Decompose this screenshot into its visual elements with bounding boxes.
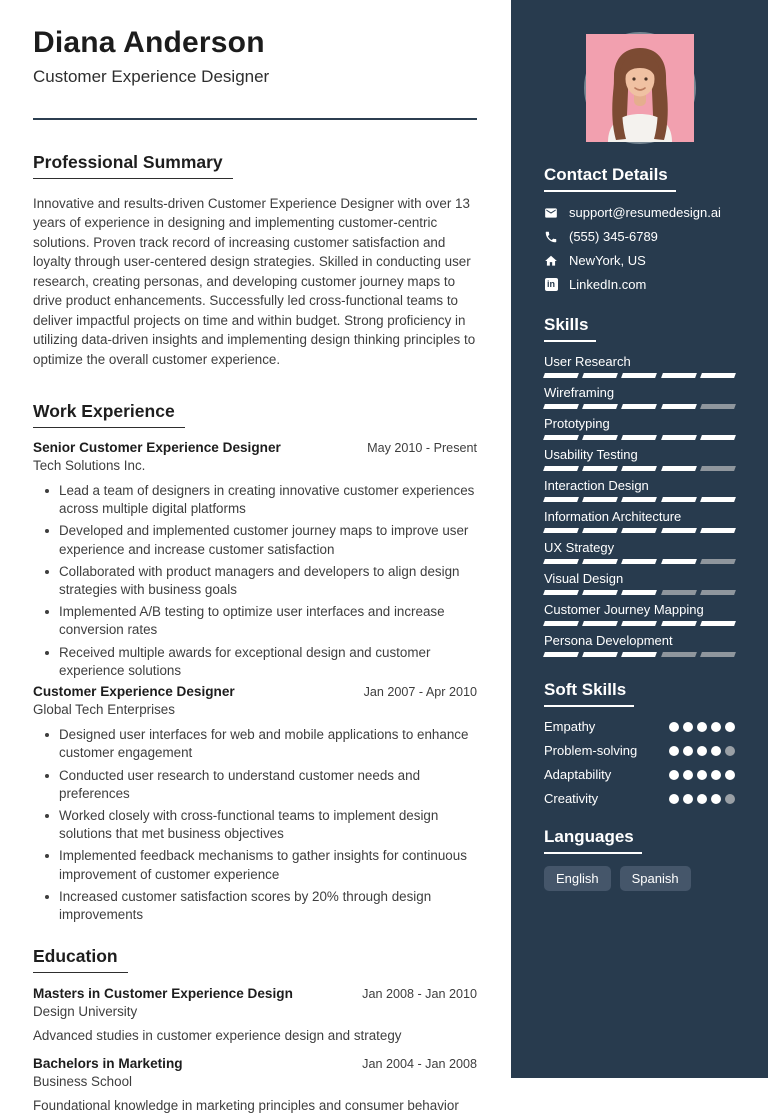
skill-bar [544, 404, 735, 409]
summary-paragraph: Innovative and results-driven Customer Experience Designer with over 13 years of experience in designing and implementing customer-centric solutions. Proven track record of increasing customer satisfaction and loyalty through user-centered design strategies. Skilled in conducting user research, creating personas, and developing customer journey maps to drive product enhancements. Successfully led cross-functional teams to deliver impactful projects on time and within budget. Strong proficiency in utilizing data-driven insights and implementing design thinking principles to optimize the overall customer experience. [33, 196, 476, 367]
skills-heading-text: Skills [544, 315, 596, 342]
soft-skill-name: Problem-solving [544, 743, 638, 758]
skills-list [544, 354, 735, 657]
job-bullet: Worked closely with cross-functional teams to implement design solutions that met business objectives [33, 807, 477, 843]
skill-item [544, 447, 735, 471]
skill-name: Visual Design [544, 571, 624, 586]
education-entry-head [33, 1056, 477, 1071]
contact-row-email[interactable] [544, 205, 735, 220]
job-dates: Jan 2007 - Apr 2010 [363, 685, 477, 700]
job-company: Global Tech Enterprises [33, 702, 175, 718]
skill-bar [544, 559, 735, 564]
job-bullet-list [33, 726, 477, 924]
degree-description: Advanced studies in customer experience design and strategy [33, 1028, 402, 1044]
contact-location-value: NewYork, US [569, 253, 646, 268]
degree-description: Foundational knowledge in marketing principles and consumer behavior [33, 1098, 459, 1113]
contact-linkedin-value: LinkedIn.com [569, 277, 647, 292]
skill-item [544, 354, 735, 378]
education-section-heading [33, 946, 477, 973]
skill-bar [544, 528, 735, 533]
summary-heading-text: Professional Summary [33, 152, 233, 179]
job-entry [33, 440, 477, 680]
job-dates: May 2010 - Present [367, 440, 477, 455]
contact-row-phone[interactable] [544, 229, 735, 244]
contact-list [544, 205, 735, 292]
job-company: Tech Solutions Inc. [33, 457, 146, 473]
soft-skill-name: Empathy [544, 719, 596, 734]
skill-name: Persona Development [544, 633, 673, 648]
job-bullet: Collaborated with product managers and developers to align design strategies with business goals [33, 563, 477, 599]
soft-skills-list [544, 719, 735, 806]
soft-skill-item [544, 791, 735, 806]
education-entry [33, 986, 477, 1043]
job-bullet: Increased customer satisfaction scores by 20% through design improvements [33, 888, 477, 924]
skill-item [544, 509, 735, 533]
language-chip: English [544, 866, 611, 891]
degree-dates: Jan 2008 - Jan 2010 [362, 987, 477, 1002]
degree-dates: Jan 2004 - Jan 2008 [362, 1057, 477, 1072]
contact-phone-value: (555) 345-6789 [569, 229, 658, 244]
skill-item [544, 478, 735, 502]
job-bullet: Lead a team of designers in creating innovative customer experiences across multiple digital platforms [33, 482, 477, 518]
email-icon [544, 206, 558, 220]
profile-photo [586, 34, 694, 142]
job-bullet: Implemented feedback mechanisms to gather insights for continuous improvement of customer experience [33, 847, 477, 883]
contact-row-linkedin[interactable] [544, 277, 735, 292]
language-chip: Spanish [620, 866, 691, 891]
skill-bar [544, 652, 735, 657]
school-name: Design University [33, 1004, 138, 1020]
skill-bar [544, 621, 735, 626]
soft-skill-name: Adaptability [544, 767, 612, 782]
phone-icon [544, 230, 558, 244]
contact-section-heading [544, 165, 735, 192]
skill-bar [544, 435, 735, 440]
skill-name: Information Architecture [544, 509, 682, 524]
soft-skill-rating [669, 722, 735, 732]
soft-skill-item [544, 743, 735, 758]
job-bullet: Conducted user research to understand customer needs and preferences [33, 767, 477, 803]
skill-name: Prototyping [544, 416, 610, 431]
soft-skills-section-heading [544, 680, 735, 707]
job-entry-head [33, 440, 477, 455]
candidate-title: Customer Experience Designer [33, 67, 270, 86]
soft-skill-rating [669, 770, 735, 780]
linkedin-icon [544, 278, 558, 292]
soft-skill-item [544, 719, 735, 734]
skill-item [544, 602, 735, 626]
job-entry [33, 684, 477, 924]
skill-bar [544, 373, 735, 378]
education-entry [33, 1056, 477, 1113]
job-title: Customer Experience Designer [33, 684, 235, 700]
job-bullet-list [33, 482, 477, 680]
soft-skill-rating [669, 746, 735, 756]
header-divider [33, 118, 477, 120]
job-bullet: Implemented A/B testing to optimize user interfaces and increase conversion rates [33, 603, 477, 639]
skill-name: Interaction Design [544, 478, 649, 493]
soft-skill-rating [669, 794, 735, 804]
skills-section-heading [544, 315, 735, 342]
experience-heading-text: Work Experience [33, 401, 185, 428]
skill-item [544, 540, 735, 564]
experience-section-heading [33, 401, 477, 428]
languages-list [544, 866, 735, 891]
profile-photo-illustration [586, 34, 694, 142]
education-heading-text: Education [33, 946, 128, 973]
summary-section-heading [33, 152, 477, 179]
skill-name: Wireframing [544, 385, 615, 400]
skill-item [544, 633, 735, 657]
job-bullet: Designed user interfaces for web and mobile applications to enhance customer engagement [33, 726, 477, 762]
skill-bar [544, 590, 735, 595]
contact-email-value: support@resumedesign.ai [569, 205, 721, 220]
job-bullet: Developed and implemented customer journey maps to improve user experience and increase customer satisfaction [33, 522, 477, 558]
skill-name: Customer Journey Mapping [544, 602, 704, 617]
job-title: Senior Customer Experience Designer [33, 439, 281, 455]
skill-item [544, 571, 735, 595]
skill-name: Usability Testing [544, 447, 638, 462]
contact-row-location[interactable] [544, 253, 735, 268]
soft-skills-heading-text: Soft Skills [544, 680, 634, 707]
skill-item [544, 416, 735, 440]
contact-heading-text: Contact Details [544, 165, 676, 192]
sidebar [511, 0, 768, 1078]
skill-name: UX Strategy [544, 540, 615, 555]
soft-skill-name: Creativity [544, 791, 599, 806]
skill-name: User Research [544, 354, 631, 369]
languages-heading-text: Languages [544, 827, 642, 854]
skill-bar [544, 466, 735, 471]
candidate-name: Diana Anderson [33, 26, 265, 59]
skill-item [544, 385, 735, 409]
home-icon [544, 254, 558, 268]
degree-title: Bachelors in Marketing [33, 1056, 183, 1072]
skill-bar [544, 497, 735, 502]
degree-title: Masters in Customer Experience Design [33, 986, 293, 1002]
job-bullet: Received multiple awards for exceptional design and customer experience solutions [33, 644, 477, 680]
school-name: Business School [33, 1074, 132, 1090]
soft-skill-item [544, 767, 735, 782]
education-entry-head [33, 986, 477, 1001]
job-entry-head [33, 684, 477, 699]
linkedin-glyph: in [545, 278, 558, 291]
languages-section-heading [544, 827, 735, 854]
